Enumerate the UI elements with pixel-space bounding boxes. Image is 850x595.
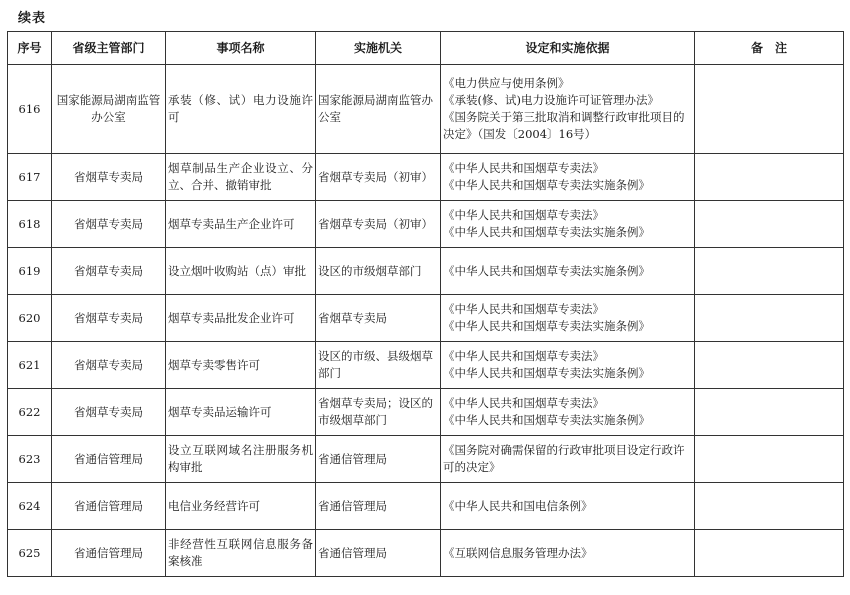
basis-line: 《中华人民共和国烟草专卖法》	[443, 161, 604, 175]
row-item-name: 烟草专卖品运输许可	[166, 389, 316, 436]
row-item-name: 非经营性互联网信息服务备案核准	[166, 530, 316, 577]
row-agency: 国家能源局湖南监管办公室	[316, 65, 441, 154]
row-item-name: 烟草制品生产企业设立、分立、合并、撤销审批	[166, 154, 316, 201]
table-row	[8, 295, 844, 342]
row-item-name: 设立互联网域名注册服务机构审批	[166, 436, 316, 483]
table-row	[8, 389, 844, 436]
row-item-name: 烟草专卖品批发企业许可	[166, 295, 316, 342]
row-department: 省烟草专卖局	[52, 154, 166, 201]
table-row	[8, 483, 844, 530]
row-note	[695, 342, 844, 389]
basis-line: 《中华人民共和国烟草专卖法实施条例》	[443, 263, 650, 278]
basis-line: 《中华人民共和国烟草专卖法》	[443, 302, 604, 316]
row-basis	[441, 483, 695, 530]
row-item-name: 承装（修、试）电力设施许可	[166, 65, 316, 154]
table-row	[8, 530, 844, 577]
row-note	[695, 530, 844, 577]
basis-line: 《中华人民共和国烟草专卖法》	[443, 349, 604, 363]
row-note	[695, 248, 844, 295]
row-note	[695, 154, 844, 201]
basis-line: 《国务院对确需保留的行政审批项目设定行政许可的决定》	[443, 443, 685, 474]
row-basis	[441, 154, 695, 201]
header-note: 备 注	[695, 32, 844, 65]
row-number: 621	[8, 342, 52, 389]
row-basis	[441, 342, 695, 389]
row-basis	[441, 248, 695, 295]
basis-line: 《中华人民共和国烟草专卖法实施条例》	[443, 225, 650, 239]
row-department: 省烟草专卖局	[52, 201, 166, 248]
basis-line: 《电力供应与使用条例》	[443, 76, 570, 90]
basis-line: 《中华人民共和国烟草专卖法》	[443, 208, 604, 222]
row-agency: 设区的市级、县级烟草部门	[316, 342, 441, 389]
row-note	[695, 295, 844, 342]
basis-line: 《互联网信息服务管理办法》	[443, 545, 593, 560]
row-agency: 省通信管理局	[316, 530, 441, 577]
basis-line: 《中华人民共和国烟草专卖法实施条例》	[443, 178, 650, 192]
row-agency: 省通信管理局	[316, 436, 441, 483]
row-number: 618	[8, 201, 52, 248]
header-dept: 省级主管部门	[52, 32, 166, 65]
row-basis	[441, 201, 695, 248]
row-number: 619	[8, 248, 52, 295]
row-basis	[441, 65, 695, 154]
row-agency: 省烟草专卖局；设区的市级烟草部门	[316, 389, 441, 436]
table-row	[8, 342, 844, 389]
header-row	[8, 32, 844, 65]
row-item-name: 设立烟叶收购站（点）审批	[166, 248, 316, 295]
row-note	[695, 65, 844, 154]
header-item: 事项名称	[166, 32, 316, 65]
table-row	[8, 65, 844, 154]
header-basis: 设定和实施依据	[441, 32, 695, 65]
row-item-name: 烟草专卖品生产企业许可	[166, 201, 316, 248]
row-department: 国家能源局湖南监管办公室	[52, 65, 166, 154]
basis-line: 《国务院关于第三批取消和调整行政审批项目的决定》（国发〔2004〕16号）	[443, 110, 685, 141]
row-department: 省烟草专卖局	[52, 389, 166, 436]
row-basis	[441, 530, 695, 577]
row-agency: 省烟草专卖局	[316, 295, 441, 342]
row-note	[695, 389, 844, 436]
table-row	[8, 154, 844, 201]
row-department: 省烟草专卖局	[52, 248, 166, 295]
row-basis	[441, 295, 695, 342]
row-number: 625	[8, 530, 52, 577]
row-department: 省通信管理局	[52, 483, 166, 530]
approval-items-table	[7, 31, 844, 577]
header-agency: 实施机关	[316, 32, 441, 65]
row-item-name: 烟草专卖零售许可	[166, 342, 316, 389]
basis-line: 《中华人民共和国烟草专卖法》	[443, 396, 604, 410]
table-row	[8, 248, 844, 295]
row-agency: 省烟草专卖局（初审）	[316, 201, 441, 248]
row-agency: 省通信管理局	[316, 483, 441, 530]
header-num: 序号	[8, 32, 52, 65]
table-caption: 续表	[18, 11, 47, 26]
row-note	[695, 201, 844, 248]
row-agency: 设区的市级烟草部门	[316, 248, 441, 295]
row-number: 616	[8, 65, 52, 154]
basis-line: 《承装(修、试)电力设施许可证管理办法》	[443, 93, 659, 107]
row-basis	[441, 436, 695, 483]
table-row	[8, 436, 844, 483]
row-note	[695, 483, 844, 530]
row-number: 624	[8, 483, 52, 530]
row-number: 620	[8, 295, 52, 342]
row-department: 省通信管理局	[52, 530, 166, 577]
row-department: 省通信管理局	[52, 436, 166, 483]
row-note	[695, 436, 844, 483]
row-department: 省烟草专卖局	[52, 295, 166, 342]
row-number: 623	[8, 436, 52, 483]
basis-line: 《中华人民共和国电信条例》	[443, 498, 593, 513]
basis-line: 《中华人民共和国烟草专卖法实施条例》	[443, 413, 650, 427]
row-number: 622	[8, 389, 52, 436]
row-department: 省烟草专卖局	[52, 342, 166, 389]
row-basis	[441, 389, 695, 436]
row-item-name: 电信业务经营许可	[166, 483, 316, 530]
table-row	[8, 201, 844, 248]
row-agency: 省烟草专卖局（初审）	[316, 154, 441, 201]
basis-line: 《中华人民共和国烟草专卖法实施条例》	[443, 366, 650, 380]
row-number: 617	[8, 154, 52, 201]
basis-line: 《中华人民共和国烟草专卖法实施条例》	[443, 319, 650, 333]
